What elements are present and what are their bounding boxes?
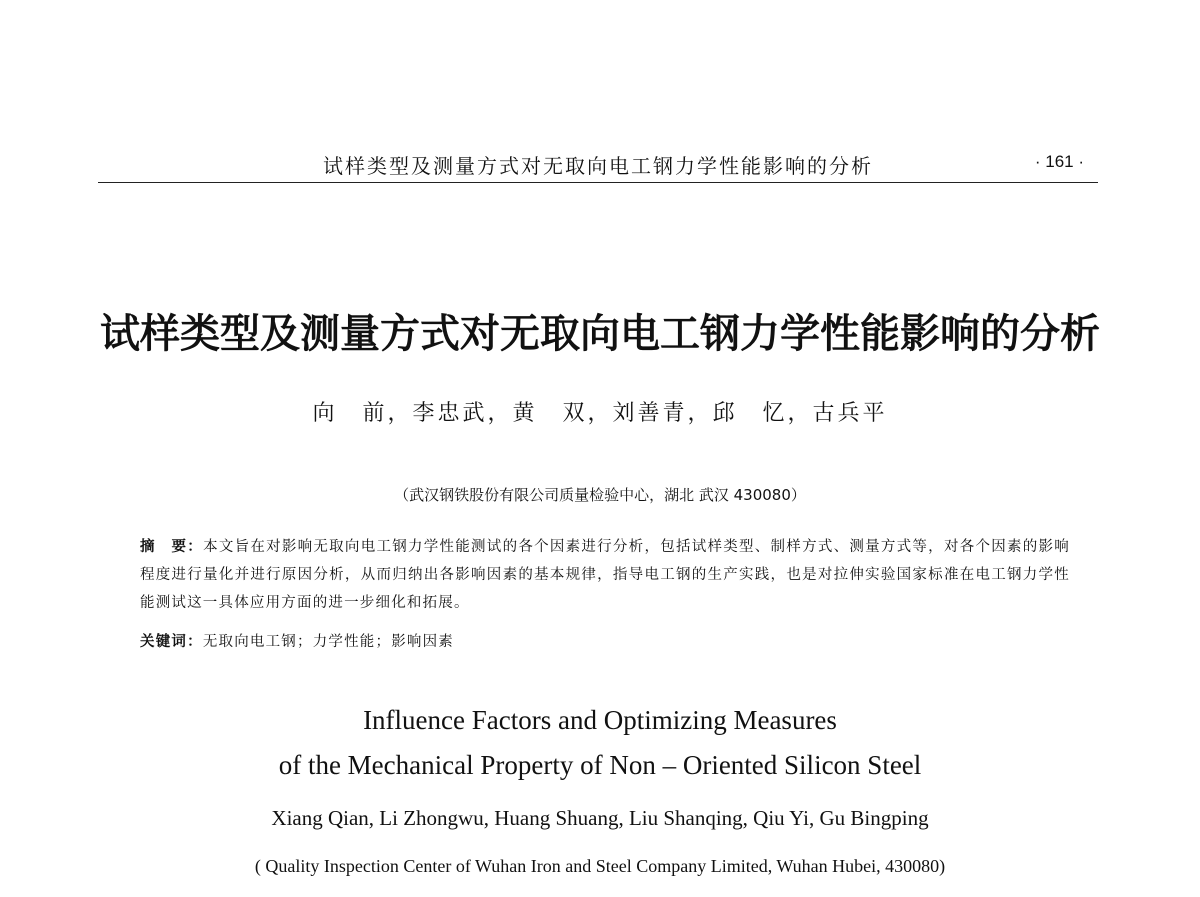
affiliation-en: ( Quality Inspection Center of Wuhan Iron and Steel Company Limited, Wuhan Hubei, 430080) xyxy=(254,856,946,876)
abstract-cn xyxy=(140,533,1070,617)
keywords-label: 关键词： xyxy=(140,634,203,650)
authors-cn: 向 前，李忠武，黄 双，刘善青，邱 忆，古兵平 xyxy=(312,401,888,426)
paper-title-en xyxy=(0,698,1200,788)
affiliation-cn: （武汉钢铁股份有限公司质量检验中心，湖北 武汉 430080） xyxy=(394,486,806,504)
paper-title-cn: 试样类型及测量方式对无取向电工钢力学性能影响的分析 xyxy=(100,310,1100,357)
abstract-text: 本文旨在对影响无取向电工钢力学性能测试的各个因素进行分析，包括试样类型、制样方式、测量方式等，对各个因素的影响程度进行量化并进行原因分析，从而归纳出各影响因素的基本规律，指导电工钢的生产实践，也是对拉伸实验国家标准在电工钢力学性能测试这一具体应用方面的进一步细化和拓展。 xyxy=(140,539,1070,611)
abstract-label: 摘 要： xyxy=(140,539,204,555)
keywords-text: 无取向电工钢；力学性能；影响因素 xyxy=(202,634,455,650)
running-header xyxy=(98,146,1098,183)
title-en-line-2: of the Mechanical Property of Non – Oriented Silicon Steel xyxy=(278,750,922,780)
title-en-line-1: Influence Factors and Optimizing Measures xyxy=(363,705,837,735)
authors-en: Xiang Qian, Li Zhongwu, Huang Shuang, Liu Shanqing, Qiu Yi, Gu Bingping xyxy=(271,806,929,830)
keywords-cn xyxy=(140,630,1070,654)
running-title: 试样类型及测量方式对无取向电工钢力学性能影响的分析 xyxy=(323,154,873,178)
page-number: · 161 · xyxy=(1034,152,1084,171)
